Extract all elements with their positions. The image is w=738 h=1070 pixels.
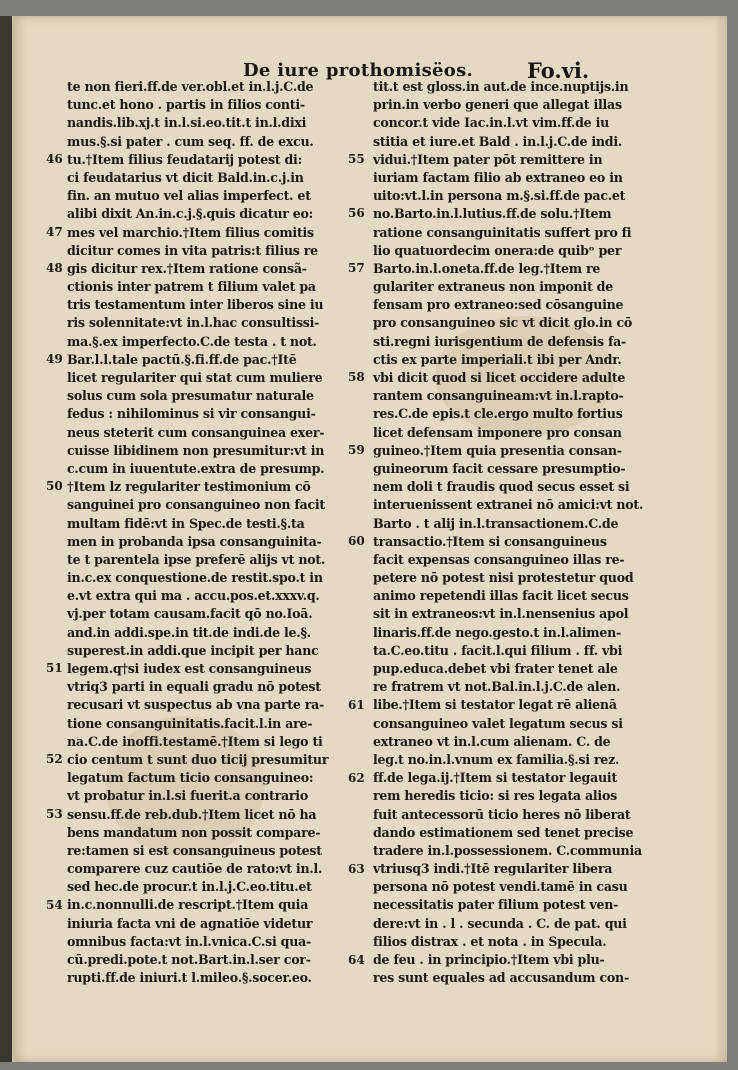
text-line: dere:vt in . l . secunda . C. de pat. qui [373,915,627,931]
text-line: omnibus facta:vt in.l.vnica.C.si qua- [67,933,312,949]
text-line: fedus : nihilominus si vir consangui- [67,406,316,422]
text-line: filios distrax . et nota . in Specula. [373,933,607,949]
text-line: tradere in.l.possessionem. C.communia [373,842,642,858]
section-number: 55 [348,151,365,166]
section-number: 53 [46,807,63,821]
text-line: vtriq3 parti in equali gradu nō potest [67,679,321,695]
text-line: gulariter extraneus non imponit de [373,279,613,295]
section-number: 57 [348,261,365,275]
text-line: re:tamen si est consanguineus potest [67,842,322,858]
section-number: 48 [46,261,63,275]
section-number: 46 [46,151,63,166]
text-line: licet regulariter qui stat cum muliere [67,370,323,385]
text-line: no.Barto.in.l.lutius.ff.de solu.†Item [373,206,612,222]
text-line: vidui.†Item pater pōt remittere in [373,151,603,167]
text-line: in.c.nonnulli.de rescript.†Item quia [67,897,309,913]
folio-number: Fo.vi. [527,58,590,83]
text-line: gis dicitur rex.†Item ratione consã- [67,260,307,276]
text-line: linaris.ff.de nego.gesto.t in.l.alimen- [373,624,621,640]
text-line: fin. an mutuo vel alias imperfect. et [67,188,311,204]
text-line: alibi dixit An.in.c.j.§.quis dicatur eo: [67,206,314,222]
text-line: necessitatis pater filium potest ven- [373,897,619,913]
text-line: ta.C.eo.titu . facit.l.qui filium . ff. vbi [373,642,623,658]
section-number: 49 [46,352,63,366]
running-head: De iure protho​misëos. [243,60,474,81]
text-line: res sunt equales ad accusandum con- [373,970,629,986]
text-line: concor.t vide Iac.in.l.vt vim.ff.de iu [373,115,610,131]
text-line: animo repetendi illas facit licet secus [373,588,629,604]
text-line: Barto . t alij in.l.transactionem.C.de [373,515,619,531]
text-line: sanguinei pro consanguineo non facit [67,497,325,513]
text-line: dicitur comes in vita patris:t filius re [67,242,318,258]
text-line: tunc.et hono . partis in filios conti- [67,97,305,113]
text-line: in.c.ex conquestione.de restit.spo.t in [67,570,323,586]
section-number: 62 [348,770,365,785]
text-line: vbi dicit quod si licet occidere adulte [373,370,626,385]
text-line: leg.t no.in.l.vnum ex familia.§.si rez. [373,751,620,767]
text-line: transactio.†Item si consanguineus [373,533,607,549]
text-line: persona nō potest vendi.tamē in casu [373,879,628,895]
left-text-column [67,78,357,987]
section-number: 52 [46,752,63,767]
text-line: ris solennitate:vt in.l.hac consultissi- [67,315,320,331]
text-line: ci feudatarius vt dicit Bald.in.c.j.in [67,169,304,185]
text-line: recusari vt suspectus ab vna parte ra- [67,697,325,713]
text-line: tu.†Item filius feudatarij potest di: [67,151,302,167]
text-line: fensam pro extraneo:sed cōsanguine [373,297,624,313]
text-line: re fratrem vt not.Bal.in.l.j.C.de alen. [373,679,621,695]
text-line: te t parentela ipse preferē alijs vt not. [67,551,326,567]
section-number: 59 [348,443,365,457]
text-line: bens mandatum non possit compare- [67,824,321,840]
section-number: 50 [46,479,63,494]
section-number: 60 [348,534,365,548]
text-line: ctionis inter patrem t filium valet pa [67,279,316,295]
section-number: 63 [348,861,365,876]
section-number: 56 [348,206,365,221]
section-number: 64 [348,952,365,967]
text-line: prin.in verbo generi que allegat illas [373,97,622,113]
section-number: 51 [46,661,63,676]
text-line: res.C.de epis.t cle.ergo multo fortius [373,406,623,422]
text-line: legatum factum ticio consanguineo: [67,770,314,786]
text-line: facit expensas consanguineo illas re- [373,551,625,567]
text-line: ff.de lega.ij.†Item si testator legauit [373,770,618,786]
text-line: na.C.de inoffi.testamē.†Item si lego ti [67,733,323,749]
text-line: cuisse libidinem non presumitur:vt in [67,442,325,458]
text-line: solus cum sola presumatur naturale [67,388,314,404]
text-line: interuenissent extranei nō amici:vt not. [373,497,644,513]
text-line: dando estimationem sed tenet precise [373,824,634,840]
text-line: lio quatuordecim onera:de quibᵒ per [373,242,622,258]
text-line: tione consanguinitatis.facit.l.in are- [67,715,313,731]
text-line: pro consanguineo sic vt dicit glo.in cō [373,315,633,331]
text-line: e.vt extra qui ma . accu.pos.et.xxxv.q. [67,588,320,604]
text-line: rupti.ff.de iniuri.t l.mileo.§.socer.eo. [67,970,312,986]
text-line: superest.in addi.que incipit per hanc [67,642,319,658]
text-line: multam fidē:vt in Spec.de testi.§.ta [67,515,305,531]
text-line: neus steterit cum consanguinea exer- [67,424,325,440]
text-line: tris testamentum inter liberos sine iu [67,297,324,313]
text-line: nem doli t fraudis quod secus esset si [373,479,630,495]
text-line: sti.regni iurisgentium de defensis fa- [373,333,627,349]
text-line: cū.predi.pote.t not.Bart.in.l.ser cor- [67,952,311,967]
text-line: ma.§.ex imperfecto.C.de testa . t not. [67,333,317,349]
text-line: fuit antecessorū ticio heres nō liberat [373,806,631,822]
text-line: vtriusq3 indi.†Itē regulariter libera [373,861,613,877]
section-number: 58 [348,370,365,385]
text-line: men in probanda ipsa consanguinita- [67,533,322,549]
text-line: ctis ex parte imperiali.t ibi per Andr. [373,351,622,367]
text-line: te non fieri.ff.de ver.obl.et in.l.j.C.de [67,79,314,94]
text-line: licet defensam imponere pro consan [373,424,622,440]
text-line: guineorum facit cessare presumptio- [373,460,626,476]
text-line: mus.§.si pater . cum seq. ff. de excu. [67,133,314,149]
text-line: uito:vt.l.in persona m.§.si.ff.de pac.et [373,188,626,204]
text-line: consanguineo valet legatum secus si [373,715,623,731]
section-number: 47 [46,224,63,239]
text-line: sed hec.de procur.t in.l.j.C.eo.titu.et [67,879,312,895]
text-line: petere nō potest nisi protestetur quod [373,570,634,586]
book-page [12,16,727,1062]
text-line: legem.q†si iudex est consanguineus [67,661,312,676]
right-text-column [373,78,701,987]
text-line: sit in extraneos:vt in.l.nensenius apol [373,606,629,622]
text-line: nandis.lib.xj.t in.l.si.eo.tit.t in.l.dixi [67,115,307,131]
section-number: 54 [46,898,63,912]
text-line: rem heredis ticio: si res legata alios [373,788,617,804]
text-line: †Item lz regulariter testimonium cō [67,479,311,495]
text-line: ratione consanguinitatis suffert pro fi [373,224,632,240]
text-line: mes vel marchio.†Item filius comitis [67,224,314,240]
text-line: Bar.l.l.tale pactū.§.fi.ff.de pac.†Itē [67,351,297,367]
text-line: sensu.ff.de reb.dub.†Item licet nō ha [67,806,317,822]
text-line: extraneo vt in.l.cum alienam. C. de [373,733,611,749]
text-line: comparere cuz cautiōe de rato:vt in.l. [67,861,323,877]
text-line: vt probatur in.l.si fuerit.a contrario [67,788,308,804]
text-line: and.in addi.spe.in tit.de indi.de le.§. [67,624,311,640]
text-line: tit.t est gloss.in aut.de ince.nuptijs.in [373,79,629,94]
text-line: cio centum t sunt duo ticij presumitur [67,751,329,767]
section-number: 61 [348,697,365,712]
text-line: de feu . in principio.†Item vbi plu- [373,952,605,967]
text-line: guineo.†Item quia presentia consan- [373,442,622,458]
text-line: rantem consanguineam:vt in.l.rapto- [373,388,624,404]
text-line: iuriam factam filio ab extraneo eo in [373,169,623,185]
text-line: Barto.in.l.oneta.ff.de leg.†Item re [373,260,601,276]
text-line: stitia et iure.et Bald . in.l.j.C.de indi. [373,133,623,149]
text-line: iniuria facta vni de agnatiōe videtur [67,915,313,931]
page-header [15,42,727,82]
text-line: pup.educa.debet vbi frater tenet ale [373,661,618,676]
text-line: c.cum in iuuentute.extra de presump. [67,460,325,476]
text-line: libe.†Item si testator legat rē alienā [373,697,617,713]
text-line: vj.per totam causam.facit qō no.Ioā. [67,606,313,622]
